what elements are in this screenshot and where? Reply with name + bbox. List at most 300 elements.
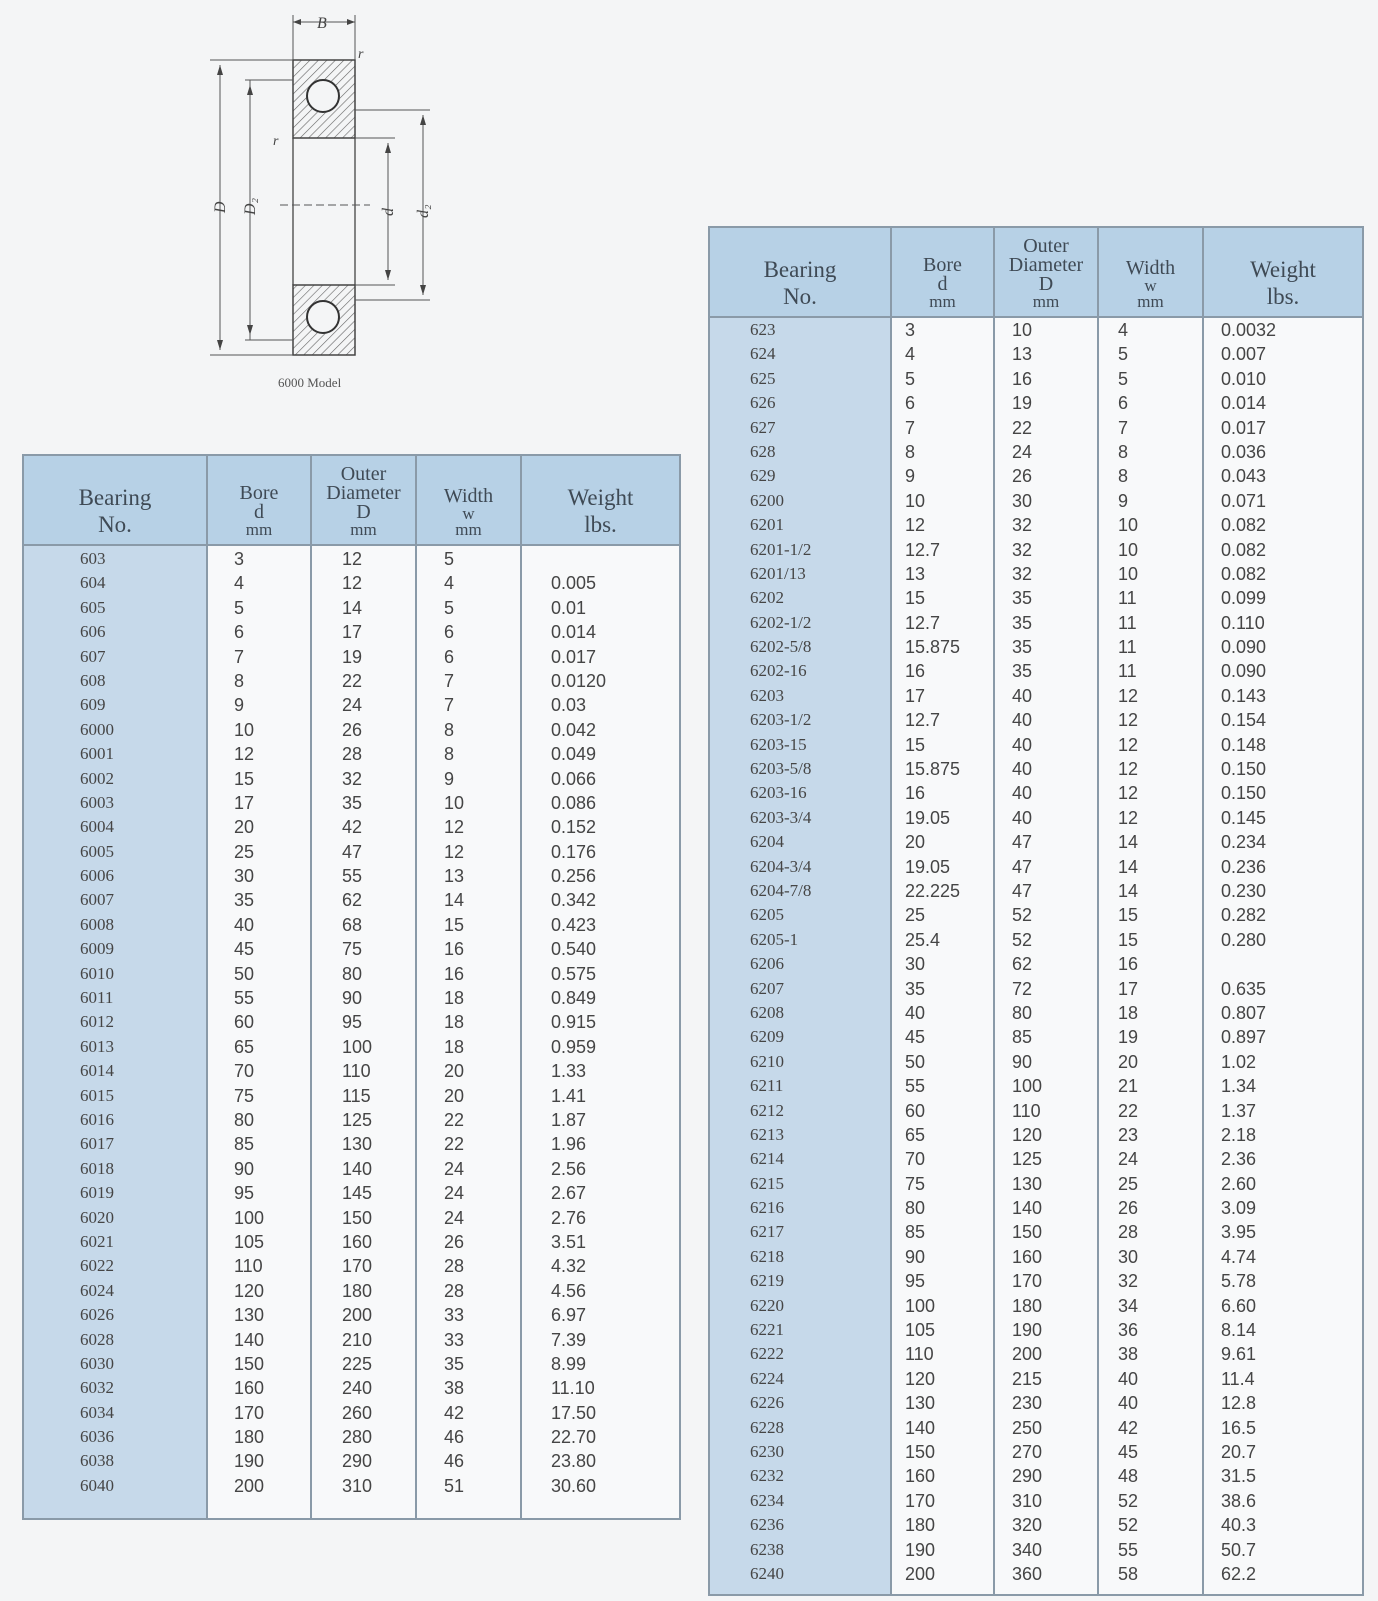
- outer-diameter-cell: 32: [342, 768, 363, 789]
- bore-cell: 25: [234, 841, 255, 862]
- width-cell: 42: [1118, 1417, 1139, 1438]
- width-cell: 18: [1118, 1002, 1139, 1023]
- bore-cell: 15.875: [905, 637, 961, 658]
- bearing-no-cell: 6215: [750, 1173, 784, 1193]
- bore-cell: 45: [234, 939, 255, 960]
- width-cell: 10: [1118, 515, 1139, 536]
- outer-diameter-cell: 180: [1012, 1295, 1043, 1316]
- header-bearing-no: [710, 228, 890, 316]
- width-cell: 8: [1118, 441, 1129, 462]
- header-outer-diameter: [312, 456, 415, 544]
- header-width: [1099, 228, 1202, 316]
- header-line: mm: [1032, 291, 1060, 311]
- table-row: [710, 1464, 1362, 1488]
- bore-cell: 15: [234, 768, 255, 789]
- table-row: [710, 733, 1362, 757]
- table-row: [710, 1489, 1362, 1513]
- weight-cell: 0.150: [1221, 783, 1267, 804]
- weight-cell: 0.066: [551, 768, 597, 789]
- width-cell: 40: [1118, 1368, 1139, 1389]
- width-cell: 33: [444, 1305, 465, 1326]
- outer-diameter-cell: 35: [1012, 588, 1033, 609]
- bearing-no-cell: 6018: [80, 1158, 114, 1178]
- bearing-no-cell: 6009: [80, 939, 114, 959]
- table-body: [710, 318, 1362, 1586]
- bearing-no-cell: 608: [80, 670, 106, 690]
- bore-cell: 4: [234, 573, 245, 594]
- weight-cell: 0.090: [1221, 637, 1267, 658]
- bearing-no-cell: 6217: [750, 1222, 784, 1242]
- outer-diameter-cell: 90: [342, 988, 363, 1009]
- width-cell: 28: [444, 1256, 465, 1277]
- bore-cell: 40: [905, 1002, 926, 1023]
- bore-cell: 150: [905, 1441, 936, 1462]
- width-cell: 28: [444, 1280, 465, 1301]
- table-row: [24, 815, 679, 839]
- table-row: [710, 611, 1362, 635]
- outer-diameter-cell: 47: [1012, 832, 1033, 853]
- weight-cell: 0.086: [551, 792, 597, 813]
- bore-cell: 170: [234, 1402, 265, 1423]
- width-cell: 9: [444, 768, 455, 789]
- bore-cell: 130: [234, 1305, 265, 1326]
- width-cell: 19: [1118, 1027, 1139, 1048]
- table-row: [24, 693, 679, 717]
- bore-cell: 120: [234, 1280, 265, 1301]
- header-line: lbs.: [1266, 283, 1300, 309]
- bearing-no-cell: 606: [80, 622, 106, 642]
- header-line: mm: [245, 519, 273, 539]
- header-line: w: [462, 503, 475, 523]
- table-row: [24, 571, 679, 595]
- table-row: [710, 928, 1362, 952]
- weight-cell: 0.150: [1221, 759, 1267, 780]
- bearing-no-cell: 6213: [750, 1124, 784, 1144]
- weight-cell: 50.7: [1221, 1539, 1257, 1560]
- width-cell: 10: [1118, 563, 1139, 584]
- bearing-no-cell: 6200: [750, 490, 784, 510]
- bearing-no-cell: 6014: [80, 1061, 114, 1081]
- bearing-no-cell: 6021: [80, 1231, 114, 1251]
- bearing-no-cell: 6019: [80, 1183, 114, 1203]
- bearing-no-cell: 6218: [750, 1246, 784, 1266]
- header-line: mm: [1137, 291, 1164, 311]
- weight-cell: 0.090: [1221, 661, 1267, 682]
- width-cell: 16: [444, 963, 465, 984]
- width-cell: 7: [444, 695, 455, 716]
- bearing-no-cell: 625: [750, 368, 776, 388]
- outer-diameter-cell: 62: [342, 890, 363, 911]
- bearing-no-cell: 604: [80, 573, 106, 593]
- table-row: [24, 767, 679, 791]
- weight-cell: 0.082: [1221, 515, 1267, 536]
- table-row: [710, 440, 1362, 464]
- outer-diameter-cell: 120: [1012, 1124, 1043, 1145]
- width-cell: 42: [444, 1402, 465, 1423]
- table-row: [710, 1416, 1362, 1440]
- width-cell: 46: [444, 1427, 465, 1448]
- bearing-no-cell: 6228: [750, 1417, 784, 1437]
- outer-diameter-cell: 17: [342, 622, 363, 643]
- weight-cell: 0.082: [1221, 563, 1267, 584]
- width-cell: 15: [444, 914, 465, 935]
- bearing-no-cell: 6000: [80, 719, 114, 739]
- bearing-no-cell: 6040: [80, 1475, 114, 1495]
- width-cell: 18: [444, 1012, 465, 1033]
- outer-diameter-cell: 90: [1012, 1051, 1033, 1072]
- bearing-no-cell: 6216: [750, 1198, 784, 1218]
- outer-diameter-cell: 40: [1012, 710, 1033, 731]
- bore-cell: 45: [905, 1027, 926, 1048]
- weight-cell: 1.96: [551, 1134, 587, 1155]
- table-row: [710, 1440, 1362, 1464]
- weight-cell: 0.959: [551, 1036, 597, 1057]
- bearing-diagram: [190, 10, 450, 370]
- table-row: [710, 781, 1362, 805]
- weight-cell: 6.97: [551, 1305, 587, 1326]
- table-row: [710, 586, 1362, 610]
- table-row: [710, 1025, 1362, 1049]
- bore-cell: 190: [234, 1451, 265, 1472]
- bearing-no-cell: 609: [80, 695, 106, 715]
- outer-diameter-cell: 75: [342, 939, 363, 960]
- outer-diameter-cell: 280: [342, 1427, 373, 1448]
- outer-diameter-cell: 12: [342, 573, 363, 594]
- bore-cell: 100: [905, 1295, 936, 1316]
- bore-cell: 200: [905, 1563, 936, 1584]
- bore-cell: 140: [234, 1329, 265, 1350]
- bore-cell: 13: [905, 563, 926, 584]
- header-line: Outer: [340, 462, 387, 485]
- weight-cell: 0.849: [551, 988, 597, 1009]
- width-cell: 16: [1118, 954, 1139, 975]
- bearing-no-cell: 6221: [750, 1320, 784, 1340]
- weight-cell: 8.14: [1221, 1320, 1257, 1341]
- width-cell: 16: [444, 939, 465, 960]
- dim-big-d-label: D: [212, 201, 229, 213]
- bearing-no-cell: 6210: [750, 1051, 784, 1071]
- table-row: [710, 830, 1362, 854]
- header-line: Bearing: [78, 485, 152, 511]
- outer-diameter-cell: 215: [1012, 1368, 1043, 1389]
- width-cell: 52: [1118, 1490, 1139, 1511]
- bearing-no-cell: 6205: [750, 905, 784, 925]
- outer-diameter-cell: 47: [342, 841, 363, 862]
- bore-cell: 110: [905, 1344, 934, 1365]
- weight-cell: 0.0032: [1221, 320, 1277, 340]
- weight-cell: 0.042: [551, 719, 597, 740]
- outer-diameter-cell: 52: [1012, 905, 1033, 926]
- bearing-no-cell: 6202-1/2: [750, 612, 812, 632]
- bore-cell: 75: [234, 1085, 255, 1106]
- table-row: [24, 1425, 679, 1449]
- bearing-no-cell: 6236: [750, 1515, 784, 1535]
- weight-cell: 4.74: [1221, 1246, 1257, 1267]
- bore-cell: 17: [905, 685, 926, 706]
- outer-diameter-cell: 170: [1012, 1271, 1043, 1292]
- bore-cell: 3: [234, 549, 245, 569]
- width-cell: 6: [1118, 393, 1129, 414]
- width-cell: 51: [444, 1475, 465, 1496]
- width-cell: 22: [444, 1109, 465, 1130]
- width-cell: 9: [1118, 490, 1129, 511]
- width-cell: 20: [444, 1085, 465, 1106]
- bore-cell: 190: [905, 1539, 936, 1560]
- table-row: [710, 1172, 1362, 1196]
- outer-diameter-cell: 225: [342, 1353, 373, 1374]
- bore-cell: 35: [234, 890, 255, 911]
- bore-cell: 6: [234, 622, 245, 643]
- bearing-no-cell: 6203-1/2: [750, 710, 812, 730]
- table-row: [710, 903, 1362, 927]
- bearing-no-cell: 6204: [750, 832, 784, 852]
- bore-cell: 25.4: [905, 929, 941, 950]
- bearing-no-cell: 6008: [80, 914, 114, 934]
- bearing-no-cell: 6220: [750, 1295, 784, 1315]
- table-row: [710, 513, 1362, 537]
- width-cell: 11: [1118, 612, 1137, 633]
- table-row: [710, 1099, 1362, 1123]
- dim-d2-inner-label: d₂: [415, 204, 432, 218]
- bearing-no-cell: 6203: [750, 685, 784, 705]
- width-cell: 5: [1118, 344, 1129, 365]
- bearing-no-cell: 6202-5/8: [750, 637, 812, 657]
- bearing-no-cell: 6202-16: [750, 661, 807, 681]
- bore-cell: 90: [905, 1246, 926, 1267]
- width-cell: 5: [444, 549, 455, 569]
- outer-diameter-cell: 42: [342, 817, 363, 838]
- table-row: [710, 1562, 1362, 1586]
- weight-cell: 0.010: [1221, 368, 1267, 389]
- outer-diameter-cell: 68: [342, 914, 363, 935]
- bore-cell: 15: [905, 734, 926, 755]
- outer-diameter-cell: 13: [1012, 344, 1033, 365]
- bearing-no-cell: 6205-1: [750, 929, 799, 949]
- bearing-no-cell: 6024: [80, 1280, 114, 1300]
- bore-cell: 100: [234, 1207, 265, 1228]
- table-row: [24, 791, 679, 815]
- weight-cell: 0.282: [1221, 905, 1267, 926]
- weight-cell: 16.5: [1221, 1417, 1257, 1438]
- header-bore: [208, 456, 310, 544]
- weight-cell: 0.148: [1221, 734, 1267, 755]
- width-cell: 4: [1118, 320, 1129, 340]
- bearing-no-cell: 6214: [750, 1149, 784, 1169]
- weight-cell: 0.071: [1221, 490, 1267, 511]
- table-row: [710, 1147, 1362, 1171]
- bearing-no-cell: 607: [80, 646, 106, 666]
- table-row: [24, 1303, 679, 1327]
- outer-diameter-cell: 95: [342, 1012, 363, 1033]
- bore-cell: 12: [234, 744, 255, 765]
- bore-cell: 9: [234, 695, 245, 716]
- header-weight: [522, 456, 679, 544]
- outer-diameter-cell: 30: [1012, 490, 1033, 511]
- table-row: [710, 757, 1362, 781]
- bore-cell: 65: [905, 1124, 926, 1145]
- bearing-no-cell: 626: [750, 393, 776, 413]
- weight-cell: 4.56: [551, 1280, 587, 1301]
- width-cell: 8: [1118, 466, 1129, 487]
- bore-cell: 17: [234, 792, 255, 813]
- outer-diameter-cell: 130: [342, 1134, 373, 1155]
- outer-diameter-cell: 24: [342, 695, 363, 716]
- bearing-no-cell: 6005: [80, 841, 114, 861]
- outer-diameter-cell: 160: [342, 1231, 373, 1252]
- outer-diameter-cell: 290: [342, 1451, 373, 1472]
- bore-cell: 50: [234, 963, 255, 984]
- bearing-no-cell: 6212: [750, 1100, 784, 1120]
- table-body: [24, 547, 679, 1498]
- weight-cell: 0.01: [551, 597, 587, 618]
- table-row: [24, 669, 679, 693]
- table-row: [24, 888, 679, 912]
- weight-cell: 2.36: [1221, 1149, 1257, 1170]
- weight-cell: 1.02: [1221, 1051, 1257, 1072]
- outer-diameter-cell: 40: [1012, 759, 1033, 780]
- width-cell: 20: [444, 1061, 465, 1082]
- table-row: [24, 1279, 679, 1303]
- bore-cell: 8: [905, 441, 916, 462]
- bearing-no-cell: 6222: [750, 1344, 784, 1364]
- width-cell: 30: [1118, 1246, 1139, 1267]
- bore-cell: 5: [234, 597, 245, 618]
- bearing-no-cell: 6209: [750, 1027, 784, 1047]
- outer-diameter-cell: 72: [1012, 978, 1033, 999]
- bearing-no-cell: 6020: [80, 1207, 114, 1227]
- table-row: [24, 864, 679, 888]
- weight-cell: 0.230: [1221, 880, 1267, 901]
- weight-cell: 0.014: [551, 622, 597, 643]
- weight-cell: 2.76: [551, 1207, 587, 1228]
- header-line: Weight: [1250, 257, 1316, 283]
- width-cell: 52: [1118, 1515, 1139, 1536]
- width-cell: 12: [444, 817, 465, 838]
- outer-diameter-cell: 85: [1012, 1027, 1033, 1048]
- bearing-no-cell: 623: [750, 320, 776, 339]
- bore-cell: 19.05: [905, 807, 951, 828]
- weight-cell: 1.37: [1221, 1100, 1257, 1121]
- outer-diameter-cell: 80: [1012, 1002, 1033, 1023]
- table-row: [24, 1376, 679, 1400]
- weight-cell: 0.005: [551, 573, 597, 594]
- bearing-no-cell: 6004: [80, 817, 114, 837]
- bore-cell: 140: [905, 1417, 936, 1438]
- weight-cell: 62.2: [1221, 1563, 1257, 1584]
- bearing-no-cell: 6234: [750, 1490, 784, 1510]
- width-cell: 14: [1118, 880, 1139, 901]
- outer-diameter-cell: 140: [1012, 1198, 1043, 1219]
- bearing-table-6000-series: [22, 454, 681, 1520]
- header-line: mm: [455, 519, 482, 539]
- bearing-no-cell: 6002: [80, 768, 114, 788]
- width-cell: 12: [444, 841, 465, 862]
- outer-diameter-cell: 35: [1012, 612, 1033, 633]
- outer-diameter-cell: 170: [342, 1256, 373, 1277]
- bearing-no-cell: 6012: [80, 1012, 114, 1032]
- weight-cell: 0.342: [551, 890, 597, 911]
- width-cell: 25: [1118, 1173, 1139, 1194]
- width-cell: 28: [1118, 1222, 1139, 1243]
- outer-diameter-cell: 125: [342, 1109, 373, 1130]
- bearing-no-cell: 6206: [750, 954, 784, 974]
- weight-cell: 2.60: [1221, 1173, 1257, 1194]
- header-line: Weight: [567, 485, 634, 511]
- table-row: [710, 367, 1362, 391]
- header-line: w: [1144, 275, 1157, 295]
- outer-diameter-cell: 47: [1012, 856, 1033, 877]
- outer-diameter-cell: 24: [1012, 441, 1033, 462]
- weight-cell: 0.0120: [551, 670, 607, 691]
- outer-diameter-cell: 150: [1012, 1222, 1043, 1243]
- outer-diameter-cell: 19: [342, 646, 363, 667]
- weight-cell: 0.017: [1221, 417, 1267, 438]
- table-row: [710, 1245, 1362, 1269]
- width-cell: 18: [444, 1036, 465, 1057]
- width-cell: 35: [444, 1353, 465, 1374]
- bore-cell: 95: [905, 1271, 926, 1292]
- width-cell: 15: [1118, 929, 1139, 950]
- table-row: [710, 1001, 1362, 1025]
- table-row: [24, 1035, 679, 1059]
- table-row: [710, 1342, 1362, 1366]
- outer-diameter-cell: 145: [342, 1183, 373, 1204]
- width-cell: 12: [1118, 710, 1139, 731]
- table-row: [710, 1050, 1362, 1074]
- header-weight: [1204, 228, 1362, 316]
- weight-cell: 0.049: [551, 744, 597, 765]
- bearing-no-cell: 6208: [750, 1002, 784, 1022]
- bore-cell: 25: [905, 905, 926, 926]
- bearing-no-cell: 6026: [80, 1305, 114, 1325]
- weight-cell: 0.176: [551, 841, 597, 862]
- outer-diameter-cell: 26: [342, 719, 363, 740]
- table-row: [710, 489, 1362, 513]
- width-cell: 14: [1118, 832, 1139, 853]
- width-cell: 15: [1118, 905, 1139, 926]
- weight-cell: 3.51: [551, 1231, 587, 1252]
- bearing-no-cell: 6207: [750, 978, 784, 998]
- header-line: D: [356, 500, 371, 523]
- outer-diameter-cell: 22: [1012, 417, 1033, 438]
- weight-cell: 3.09: [1221, 1198, 1257, 1219]
- bore-cell: 20: [234, 817, 255, 838]
- header-bore: [892, 228, 993, 316]
- bore-cell: 15: [905, 588, 926, 609]
- bearing-no-cell: 627: [750, 417, 776, 437]
- outer-diameter-cell: 14: [342, 597, 363, 618]
- table-row: [24, 1230, 679, 1254]
- weight-cell: 22.70: [551, 1427, 597, 1448]
- bearing-no-cell: 6010: [80, 963, 114, 983]
- bore-cell: 110: [234, 1256, 263, 1277]
- width-cell: 11: [1118, 588, 1137, 609]
- bore-cell: 70: [234, 1061, 255, 1082]
- width-cell: 18: [444, 988, 465, 1009]
- bore-cell: 80: [905, 1198, 926, 1219]
- bore-cell: 10: [234, 719, 255, 740]
- outer-diameter-cell: 80: [342, 963, 363, 984]
- header-line: D: [1038, 272, 1054, 295]
- table-row: [710, 1123, 1362, 1147]
- table-row: [24, 1181, 679, 1205]
- width-cell: 40: [1118, 1393, 1139, 1414]
- width-cell: 5: [444, 597, 455, 618]
- bearing-no-cell: 6013: [80, 1036, 114, 1056]
- width-cell: 13: [444, 866, 465, 887]
- table-row: [710, 416, 1362, 440]
- outer-diameter-cell: 32: [1012, 563, 1033, 584]
